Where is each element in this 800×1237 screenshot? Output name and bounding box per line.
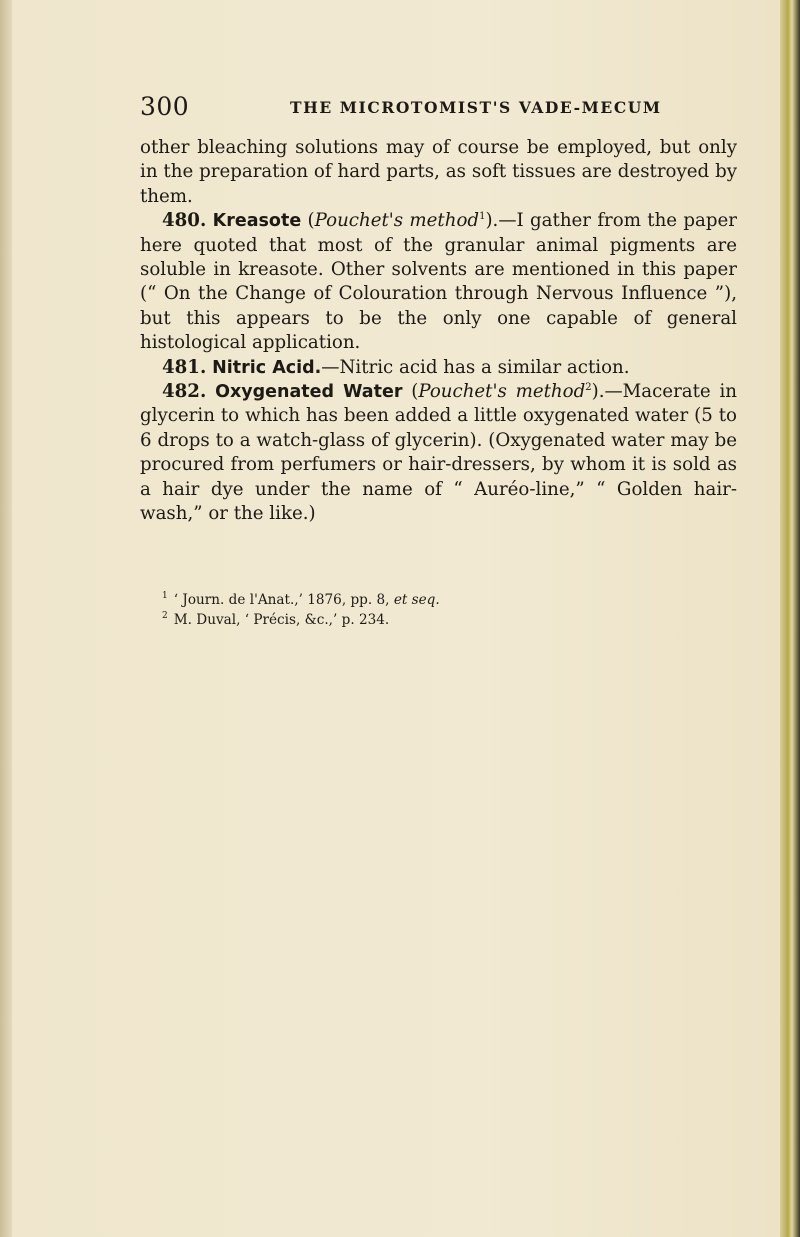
section-480-open-paren: (	[301, 210, 315, 232]
section-482-text: ).—Macerate in glycerin to which has been added a little oxygenated water (5 to 6 drops to a watch-glass of glycerin). (Oxygenated water may be procured from perfumers or hair-dressers, by whom it is sold as a hair dye under the name of “ Auréo-line,” “ Golden hair-wash,” or the like.)	[140, 381, 737, 525]
footnote-1-italic: et seq.	[393, 592, 440, 608]
footnote-ref-2: 2	[585, 382, 592, 393]
section-482-number: 482.	[162, 381, 207, 403]
page-spine-shadow	[0, 0, 12, 1237]
section-482-open-paren: (	[402, 381, 419, 403]
running-title: THE MICROTOMIST'S VADE-MECUM	[290, 98, 662, 117]
section-482-reference: Pouchet's method	[418, 381, 586, 403]
page-header	[140, 92, 760, 120]
section-481-number: 481.	[162, 356, 207, 378]
section-480-title: Kreasote	[212, 211, 302, 232]
section-481	[140, 356, 737, 380]
section-480-text: ).—I gather from the paper here quoted that most of the granular animal pigments are soluble in kreasote. Other solvents are mentioned in this paper (“ On the Change of Colouration through Nervous Influence ”), but this appears to be the only one capable of general histological application.	[140, 210, 737, 354]
footnote-1-text: ‘ Journ. de l'Anat.,’ 1876, pp. 8,	[173, 592, 394, 608]
footnote-ref-1: 1	[479, 211, 486, 223]
section-482-title: Oxygenated Water	[215, 382, 403, 403]
section-481-text: —Nitric acid has a similar action.	[321, 356, 630, 378]
section-482	[140, 380, 737, 526]
footnotes	[140, 591, 737, 630]
footnote-2	[140, 611, 737, 631]
section-480-number: 480.	[162, 210, 207, 232]
footnote-1-mark: 1	[162, 591, 168, 602]
section-480	[140, 209, 737, 355]
continuation-paragraph: other bleaching solutions may of course be employed, but only in the preparation of hard parts, as soft tissues are destroyed by them.	[140, 137, 737, 207]
section-480-reference: Pouchet's method	[314, 210, 480, 232]
footnote-2-text: M. Duval, ‘ Précis, &c.,’ p. 234.	[173, 611, 390, 628]
footnote-1	[140, 591, 737, 611]
section-481-title: Nitric Acid.	[212, 357, 322, 378]
page-edge	[780, 0, 800, 1237]
footnote-2-mark: 2	[162, 610, 168, 621]
body-text	[140, 136, 737, 527]
page-number: 300	[140, 92, 190, 121]
